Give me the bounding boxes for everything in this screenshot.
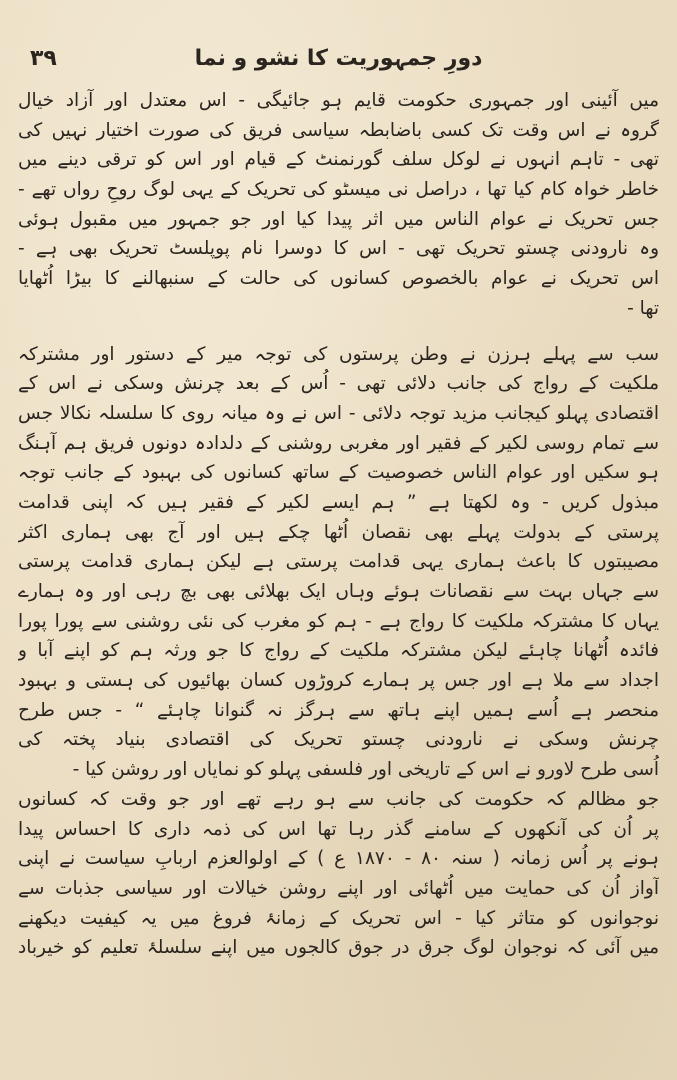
text-line: سے تمام روسی لکیر کے فقیر اور مغربی روشنی کے دلدادہ دونوں فریق ہم آہنگ	[18, 432, 659, 454]
running-title: دورِ جمہوریت کا نشو و نما	[194, 46, 483, 71]
text-line: تھی - تاہم انہوں نے لوکل سلف گورنمنٹ کے قیام اور اس کو ترقی دینے میں	[18, 149, 659, 171]
page-header	[20, 38, 657, 78]
text-line: تھا -	[627, 297, 659, 319]
text-line: میں آئینی اور جمہوری حکومت قایم ہو جائیگی - اس معتدل اور آزاد خیال	[18, 90, 659, 111]
paragraph	[18, 86, 659, 324]
paragraph	[18, 785, 659, 963]
text-line: ہونے پر اُس زمانہ ( سنہ ۸۰ - ۱۸۷۰ ع ) کے اولوالعزم اربابِ سیاست نے اپنی	[18, 848, 659, 870]
text-line: مبذول کریں - وہ لکھتا ہے ” ہم ایسے لکیر کے فقیر ہیں کہ اپنی قدامت	[18, 491, 659, 513]
text-line: گروہ نے اس وقت تک کسی باضابطہ سیاسی فریق کی صورت اختیار نہیں کی	[18, 119, 659, 141]
text-line: اجداد سے ملا ہے اور جس پر ہمارے کروڑوں کسان بھائیوں کی ہستی و بہبود	[18, 670, 659, 692]
text-line: آواز اُن کی حمایت میں اُٹھائی اور اپنے روشن خیالات اور سیاسی جذبات سے	[18, 877, 659, 899]
text-line: پرستی کے بدولت پہلے بھی نقصان اُٹھا چکے ہیں اور آج بھی ہماری اکثر	[18, 521, 659, 543]
text-line: جو مظالم کہ حکومت کی جانب سے ہو رہے تھے اور جو وقت کہ کسانوں	[18, 788, 659, 810]
text-line: خاطر خواہ کام کیا تھا ، دراصل نی میسٹو کی تحریک کے یہی لوگ روحِ رواں تھے -	[18, 179, 659, 201]
text-line: اقتصادی پہلو کیجانب مزید توجہ دلائی - اس نے وہ میانہ روی کا سلسلہ نکالا جس	[18, 402, 659, 424]
text-line: سے جہاں بہت سے نقصانات ہوئے وہاں ایک بھلائی بھی بچ رہی اور وہ ہمارے	[18, 581, 659, 602]
paragraph-gap	[18, 324, 659, 340]
text-line: نوجوانوں کو متاثر کیا - اس تحریک کے زمانۂ فروغ میں یہ کیفیت دیکھنے	[18, 907, 659, 929]
text-line: فائدہ اُٹھانا چاہئے لیکن مشترکہ ملکیت کے رواج کا جو ورثہ ہم کو اپنے آبا و	[18, 640, 659, 662]
text-line: وہ نارودنی چستو تحریک تھی - اس کا دوسرا نام پوپلسٹ تحریک بھی ہے -	[18, 238, 659, 260]
text-line: سب سے پہلے ہرزن نے وطن پرستوں کی توجہ میر کے دستور اور مشترکہ	[18, 343, 659, 365]
text-line: چرنش وسکی نے نارودنی چستو تحریک کی اقتصادی بنیاد پختہ کی	[18, 729, 659, 751]
paragraph	[18, 340, 659, 785]
text-line: اس تحریک نے عوام بالخصوص کسانوں کی حالت کے سنبھالنے کا بیڑا اُٹھایا	[18, 268, 659, 290]
text-line: یہاں کا مشترکہ ملکیت کا رواج ہے - ہم کو مغرب کی نئی روشنی سے پورا پورا	[18, 610, 659, 632]
text-line: پر اُن کی آنکھوں کے سامنے گذر رہا تھا اس کی ذمہ داری کا احساس پیدا	[18, 818, 659, 840]
page-number: ۳۹	[30, 46, 57, 71]
text-line: میں آئی کہ نوجوان لوگ جرق در جوق کالجوں میں اپنے سلسلۂ تعلیم کو خیرباد	[18, 937, 659, 959]
text-line: مصیبتوں کا باعث ہماری یہی قدامت پرستی ہے لیکن ہماری قدامت پرستی	[18, 551, 659, 573]
text-line: اُسی طرح لاورو نے اس کے تاریخی اور فلسفی پہلو کو نمایاں اور روشن کیا -	[72, 759, 659, 781]
text-line: ہو سکیں اور عوام الناس خصوصیت کے ساتھ کسانوں کی بہبود کے جانب توجہ	[18, 462, 659, 484]
page-body	[18, 86, 659, 1066]
text-line: جس تحریک نے عوام الناس میں اثر پیدا کیا اور جو جمہور میں مقبول ہوئی	[18, 208, 659, 230]
text-line: منحصر ہے اُسے ہمیں اپنے ہاتھ سے ہرگز نہ گنوانا چاہئے “ - جس طرح	[18, 699, 659, 721]
text-line: ملکیت کے رواج کی جانب دلائی تھی - اُس کے بعد چرنش وسکی نے اس کے	[18, 373, 659, 395]
